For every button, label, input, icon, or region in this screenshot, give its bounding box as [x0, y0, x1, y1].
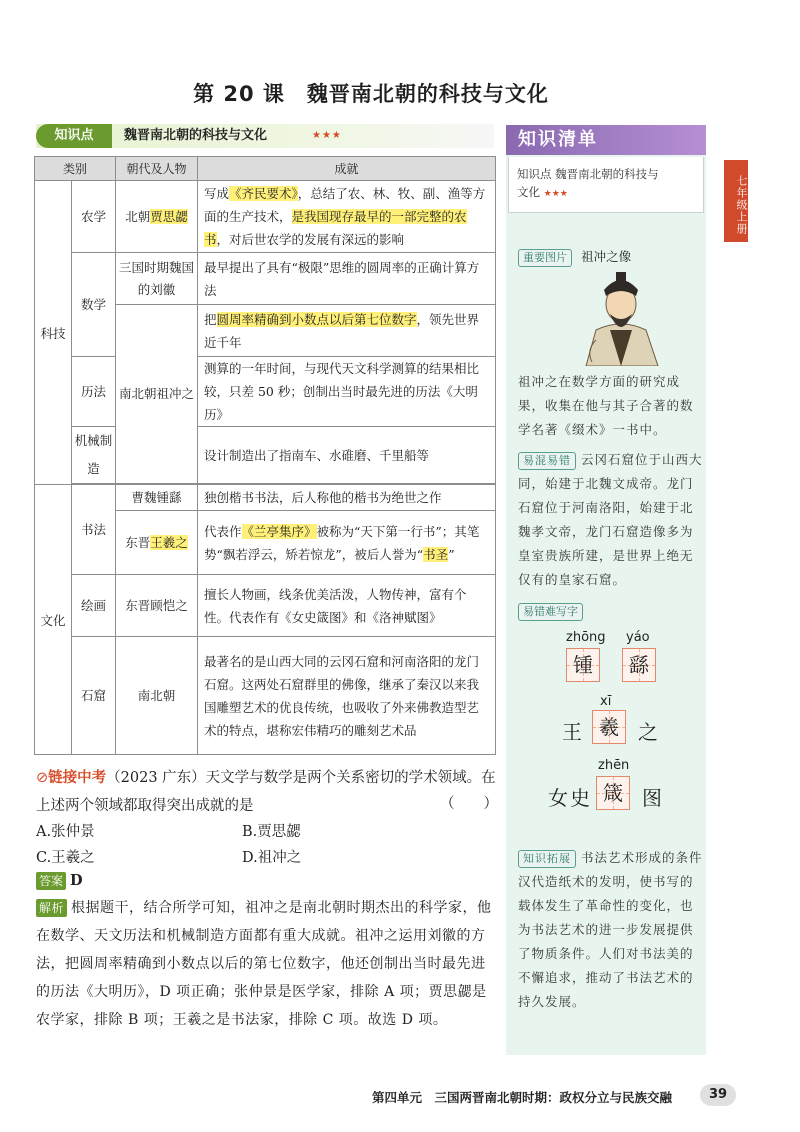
option-b[interactable]: B.贾思勰	[242, 824, 301, 840]
char-tu: 图	[642, 786, 662, 810]
category-culture: 文化	[35, 485, 72, 755]
expand-title: 书法艺术形成的条件	[580, 850, 703, 865]
table-row	[35, 357, 496, 427]
achievement-cell: 把圆周率精确到小数点以后第七位数字，领先世界近千年	[198, 305, 496, 357]
achievement-cell: 最著名的是山西大同的云冈石窟和河南洛阳的龙门石窟。这两处石窟群里的佛像，继承了秦汉以来我国雕塑艺术的优良传统，也吸收了外来佛教造型艺术的特点，堪称宏伟精巧的雕刻艺术品	[198, 637, 496, 755]
write-tag: 易错难写字	[518, 603, 583, 621]
header-dynasty-person: 朝代及人物	[116, 157, 198, 181]
image-description: 祖冲之在数学方面的研究成果，收集在他与其子合著的数学名著《缀术》一书中。	[518, 374, 694, 437]
confuse-text: 云冈石窟位于山西大同，始建于北魏文成帝。龙门石窟位于河南洛阳，始建于北魏孝文帝，龙门石窟造像多为皇室贵族所建，是世界上绝无仅有的皇家石窟。	[518, 452, 703, 587]
dynasty-cell: 曹魏锺繇	[116, 485, 198, 511]
option-a[interactable]: A.张仲景	[36, 824, 95, 840]
achievements-table	[34, 156, 496, 755]
answer-value: D	[70, 872, 83, 889]
answer-tag: 答案	[36, 872, 66, 890]
dynasty-cell: 三国时期魏国的刘徽	[116, 253, 198, 305]
achievement-cell: 最早提出了具有“极限”思维的圆周率的正确计算方法	[198, 253, 496, 305]
sidebar-knowledge-point: 知识点 魏晋南北朝的科技与 文化 ★★★	[508, 157, 704, 213]
table-header-row	[35, 157, 496, 181]
pinyin-zhong: zhōng	[566, 630, 606, 645]
sub-math: 数学	[72, 253, 116, 357]
pinyin-yao: yáo	[626, 630, 650, 645]
dynasty-cell: 南北朝祖冲之	[116, 305, 198, 484]
achievement-cell: 独创楷书书法，后人称他的楷书为绝世之作	[198, 485, 496, 511]
knowledge-point-title: 魏晋南北朝的科技与文化	[124, 128, 268, 143]
expand-tag: 知识拓展	[518, 850, 576, 868]
important-image-tag: 重要图片	[518, 249, 572, 267]
char-box-yao: 繇	[622, 648, 656, 682]
achievement-cell: 测算的一年时间，与现代天文科学测算的结果相比较，只差 50 秒；创制出当时最先进的历法《大明历》	[198, 357, 496, 427]
grade-tab: 七年级上册	[724, 160, 748, 242]
confuse-tag: 易混易错	[518, 452, 576, 470]
page-title: 第 20 课 魏晋南北朝的科技与文化	[193, 82, 549, 106]
analysis-tag: 解析	[36, 899, 67, 917]
analysis-text: 根据题干，结合所学可知，祖冲之是南北朝时期杰出的科学家，他在数学、天文历法和机械制造方面都有重大成就。祖冲之运用刘徽的方法，把圆周率精确到小数点以后的第七位数字，他还创制出当时最先进的历法《大明历》，D 项正确；张仲景是医学家，排除 A 项；贾思勰是农学家，排除 B 项；王羲之是书法家，排除 C 项。故选 D 项。	[36, 900, 492, 1028]
table-row	[35, 181, 496, 253]
table-row	[35, 637, 496, 755]
footer-unit: 第四单元 三国两晋南北朝时期：政权分立与民族交融	[372, 1090, 673, 1105]
table-row	[35, 427, 496, 484]
dynasty-cell: 东晋顾恺之	[116, 575, 198, 637]
answer-paren: （ ）	[440, 796, 498, 812]
char-box-zhen: 箴	[596, 776, 630, 810]
achievement-cell: 擅长人物画，线条优美活泼，人物传神，富有个性。代表作有《女史箴图》和《洛神赋图》	[198, 575, 496, 637]
zu-chongzhi-portrait	[566, 270, 676, 366]
option-c[interactable]: C.王羲之	[36, 850, 95, 866]
table-row	[35, 253, 496, 305]
char-zhi: 之	[638, 720, 658, 744]
sub-calendar: 历法	[72, 357, 116, 427]
expand-block	[518, 846, 704, 1014]
header-category: 类别	[35, 157, 116, 181]
category-science: 科技	[35, 181, 72, 485]
exam-question	[36, 764, 496, 820]
confuse-block	[518, 448, 704, 592]
sub-painting: 绘画	[72, 575, 116, 637]
sub-agriculture: 农学	[72, 181, 116, 253]
sidebar-heading: 知识清单	[506, 125, 706, 155]
exam-tag: 链接中考	[48, 770, 107, 786]
sub-mechanics: 机械制造	[72, 427, 116, 484]
analysis	[36, 894, 498, 1034]
knowledge-point-stars: ★★★	[312, 130, 342, 141]
important-image-label	[518, 246, 631, 267]
table-row	[35, 485, 496, 511]
achievement-cell: 写成《齐民要术》，总结了农、林、牧、副、渔等方面的生产技术，是我国现存最早的一部完整的农书，对后世农学的发展有深远的影响	[198, 181, 496, 253]
achievement-cell: 代表作《兰亭集序》被称为“天下第一行书”；其笔势“飘若浮云，矫若惊龙”，被后人誉为“书圣”	[198, 511, 496, 575]
achievement-cell: 设计制造出了指南车、水碓磨、千里船等	[198, 427, 496, 484]
dynasty-cell: 北朝贾思勰	[116, 181, 198, 253]
sub-calligraphy: 书法	[72, 485, 116, 575]
image-caption: 祖冲之像	[581, 249, 632, 264]
link-icon: ⊘	[36, 770, 49, 786]
write-label	[518, 600, 583, 621]
table-row	[35, 575, 496, 637]
sub-grotto: 石窟	[72, 637, 116, 755]
char-nv: 女	[548, 786, 568, 810]
pinyin-zhen: zhēn	[598, 758, 630, 773]
expand-text: 汉代造纸术的发明，使书写的载体发生了革命性的变化，也为书法艺术的进一步发展提供了物质条件。人们对书法美的不懈追求，推动了书法艺术的持久发展。	[518, 874, 694, 1009]
option-d[interactable]: D.祖冲之	[242, 850, 302, 866]
knowledge-point-tag: 知识点	[36, 124, 112, 148]
pinyin-xi: xī	[600, 694, 612, 709]
page-number: 39	[700, 1084, 736, 1106]
char-wang: 王	[562, 720, 582, 744]
char-box-zhong: 锺	[566, 648, 600, 682]
dynasty-cell: 南北朝	[116, 637, 198, 755]
header-achievement: 成就	[198, 157, 496, 181]
char-box-xi: 羲	[592, 710, 626, 744]
dynasty-cell: 东晋王羲之	[116, 511, 198, 575]
answer-line	[36, 872, 83, 890]
exam-stem: （2023 广东）天文学与数学是两个关系密切的学术领域。在上述两个领域都取得突出成就的是	[36, 770, 496, 814]
char-shi: 史	[570, 786, 590, 810]
